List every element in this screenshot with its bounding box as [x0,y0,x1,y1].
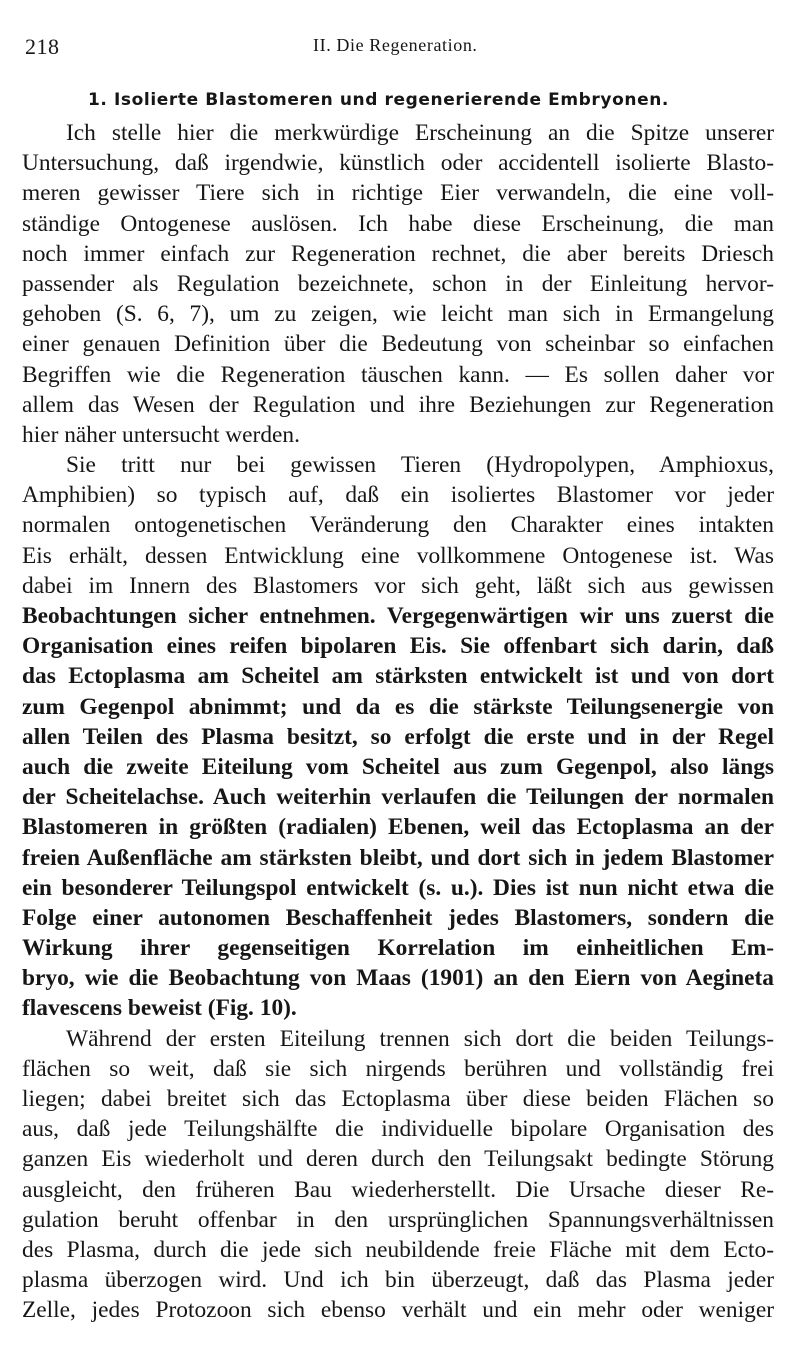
text-line: Beobachtungen sicher entnehmen. Vergegenwärtigen wir uns zuerst die [22,603,774,629]
text-line: gulation beruht offenbar in den ursprünglichen Spannungsverhältnissen [22,1206,774,1233]
text-line: flavescens beweist (Fig. 10). [22,995,297,1022]
body-text [22,118,774,1326]
text-line: Folge einer autonomen Beschaffenheit jedes Blastomers, sondern die [22,904,774,931]
text-line: auch die zweite Eiteilung vom Scheitel aus zum Gegenpol, also längs [22,753,774,780]
text-line: Blastomeren in größten (radialen) Ebenen, weil das Ectoplasma an der [22,814,774,841]
text-line: Wirkung ihrer gegenseitigen Korrelation im einheitlichen Em- [22,935,774,962]
text-line: dabei im Innern des Blastomers vor sich geht, läßt sich aus gewissen [22,572,774,599]
text-line: zum Gegenpol abnimmt; und da es die stärkste Teilungsenergie von [22,693,774,720]
text-line: normalen ontogenetischen Veränderung den Charakter eines intakten [22,512,774,539]
running-title: II. Die Regeneration. [313,35,478,55]
text-line: aus, daß jede Teilungshälfte die individuelle bipolare Organisation des [22,1116,774,1143]
text-line: der Scheitelachse. Auch weiterhin verlaufen die Teilungen der normalen [22,784,774,811]
text-line: freien Außenfläche am stärksten bleibt, und dort sich in jedem Blastomer [22,844,774,871]
text-line: ständige Ontogenese auslösen. Ich habe diese Erscheinung, die man [22,210,774,237]
text-line: ganzen Eis wiederholt und deren durch den Teilungsakt bedingte Störung [22,1146,774,1173]
text-line: Zelle, jedes Protozoon sich ebenso verhält und ein mehr oder weniger [22,1297,774,1324]
text-line: liegen; dabei breitet sich das Ectoplasma über diese beiden Flächen so [22,1086,774,1112]
text-line: ausgleicht, den früheren Bau wiederherstellt. Die Ursache dieser Re- [22,1176,774,1203]
text-line: bryo, wie die Beobachtung von Maas (1901) an den Eiern von Aegineta [22,965,774,992]
section-heading: 1. Isolierte Blastomeren und regenerierende Embryonen. [88,90,669,110]
text-line: plasma überzogen wird. Und ich bin überzeugt, daß das Plasma jeder [22,1267,774,1294]
text-line: einer genauen Definition über die Bedeutung von scheinbar so einfachen [22,331,774,358]
text-line: meren gewisser Tiere sich in richtige Eier verwandeln, die eine voll- [22,180,774,207]
text-line: Organisation eines reifen bipolaren Eis. Sie offenbart sich darin, daß [22,633,774,660]
text-line: gehoben (S. 6, 7), um zu zeigen, wie leicht man sich in Ermangelung [22,301,774,328]
text-line: allem das Wesen der Regulation und ihre Beziehungen zur Regeneration [22,391,774,418]
text-line: hier näher untersucht werden. [22,421,300,448]
page-number: 218 [25,34,60,59]
text-line: Eis erhält, dessen Entwicklung eine vollkommene Ontogenese ist. Was [22,542,774,569]
text-line: allen Teilen des Plasma besitzt, so erfolgt die erste und in der Regel [22,723,774,750]
text-line: Begriffen wie die Regeneration täuschen kann. — Es sollen daher vor [22,361,774,388]
text-line: Sie tritt nur bei gewissen Tieren (Hydropolypen, Amphioxus, [66,452,774,479]
text-line: das Ectoplasma am Scheitel am stärksten entwickelt ist und von dort [22,663,774,690]
text-line: Amphibien) so typisch auf, daß ein isoliertes Blastomer vor jeder [22,482,774,509]
text-line: Ich stelle hier die merkwürdige Erscheinung an die Spitze unserer [66,120,774,146]
text-line: flächen so weit, daß sie sich nirgends berühren und vollständig frei [22,1055,774,1082]
text-line: passender als Regulation bezeichnete, schon in der Einleitung hervor- [22,270,774,297]
text-line: Untersuchung, daß irgendwie, künstlich oder accidentell isolierte Blasto- [22,150,774,177]
text-line: noch immer einfach zur Regeneration rechnet, die aber bereits Driesch [22,240,774,267]
text-line: ein besonderer Teilungspol entwickelt (s. u.). Dies ist nun nicht etwa die [22,874,774,901]
text-line: Während der ersten Eiteilung trennen sich dort die beiden Teilungs- [66,1025,774,1052]
text-line: des Plasma, durch die jede sich neubildende freie Fläche mit dem Ecto- [22,1236,774,1263]
